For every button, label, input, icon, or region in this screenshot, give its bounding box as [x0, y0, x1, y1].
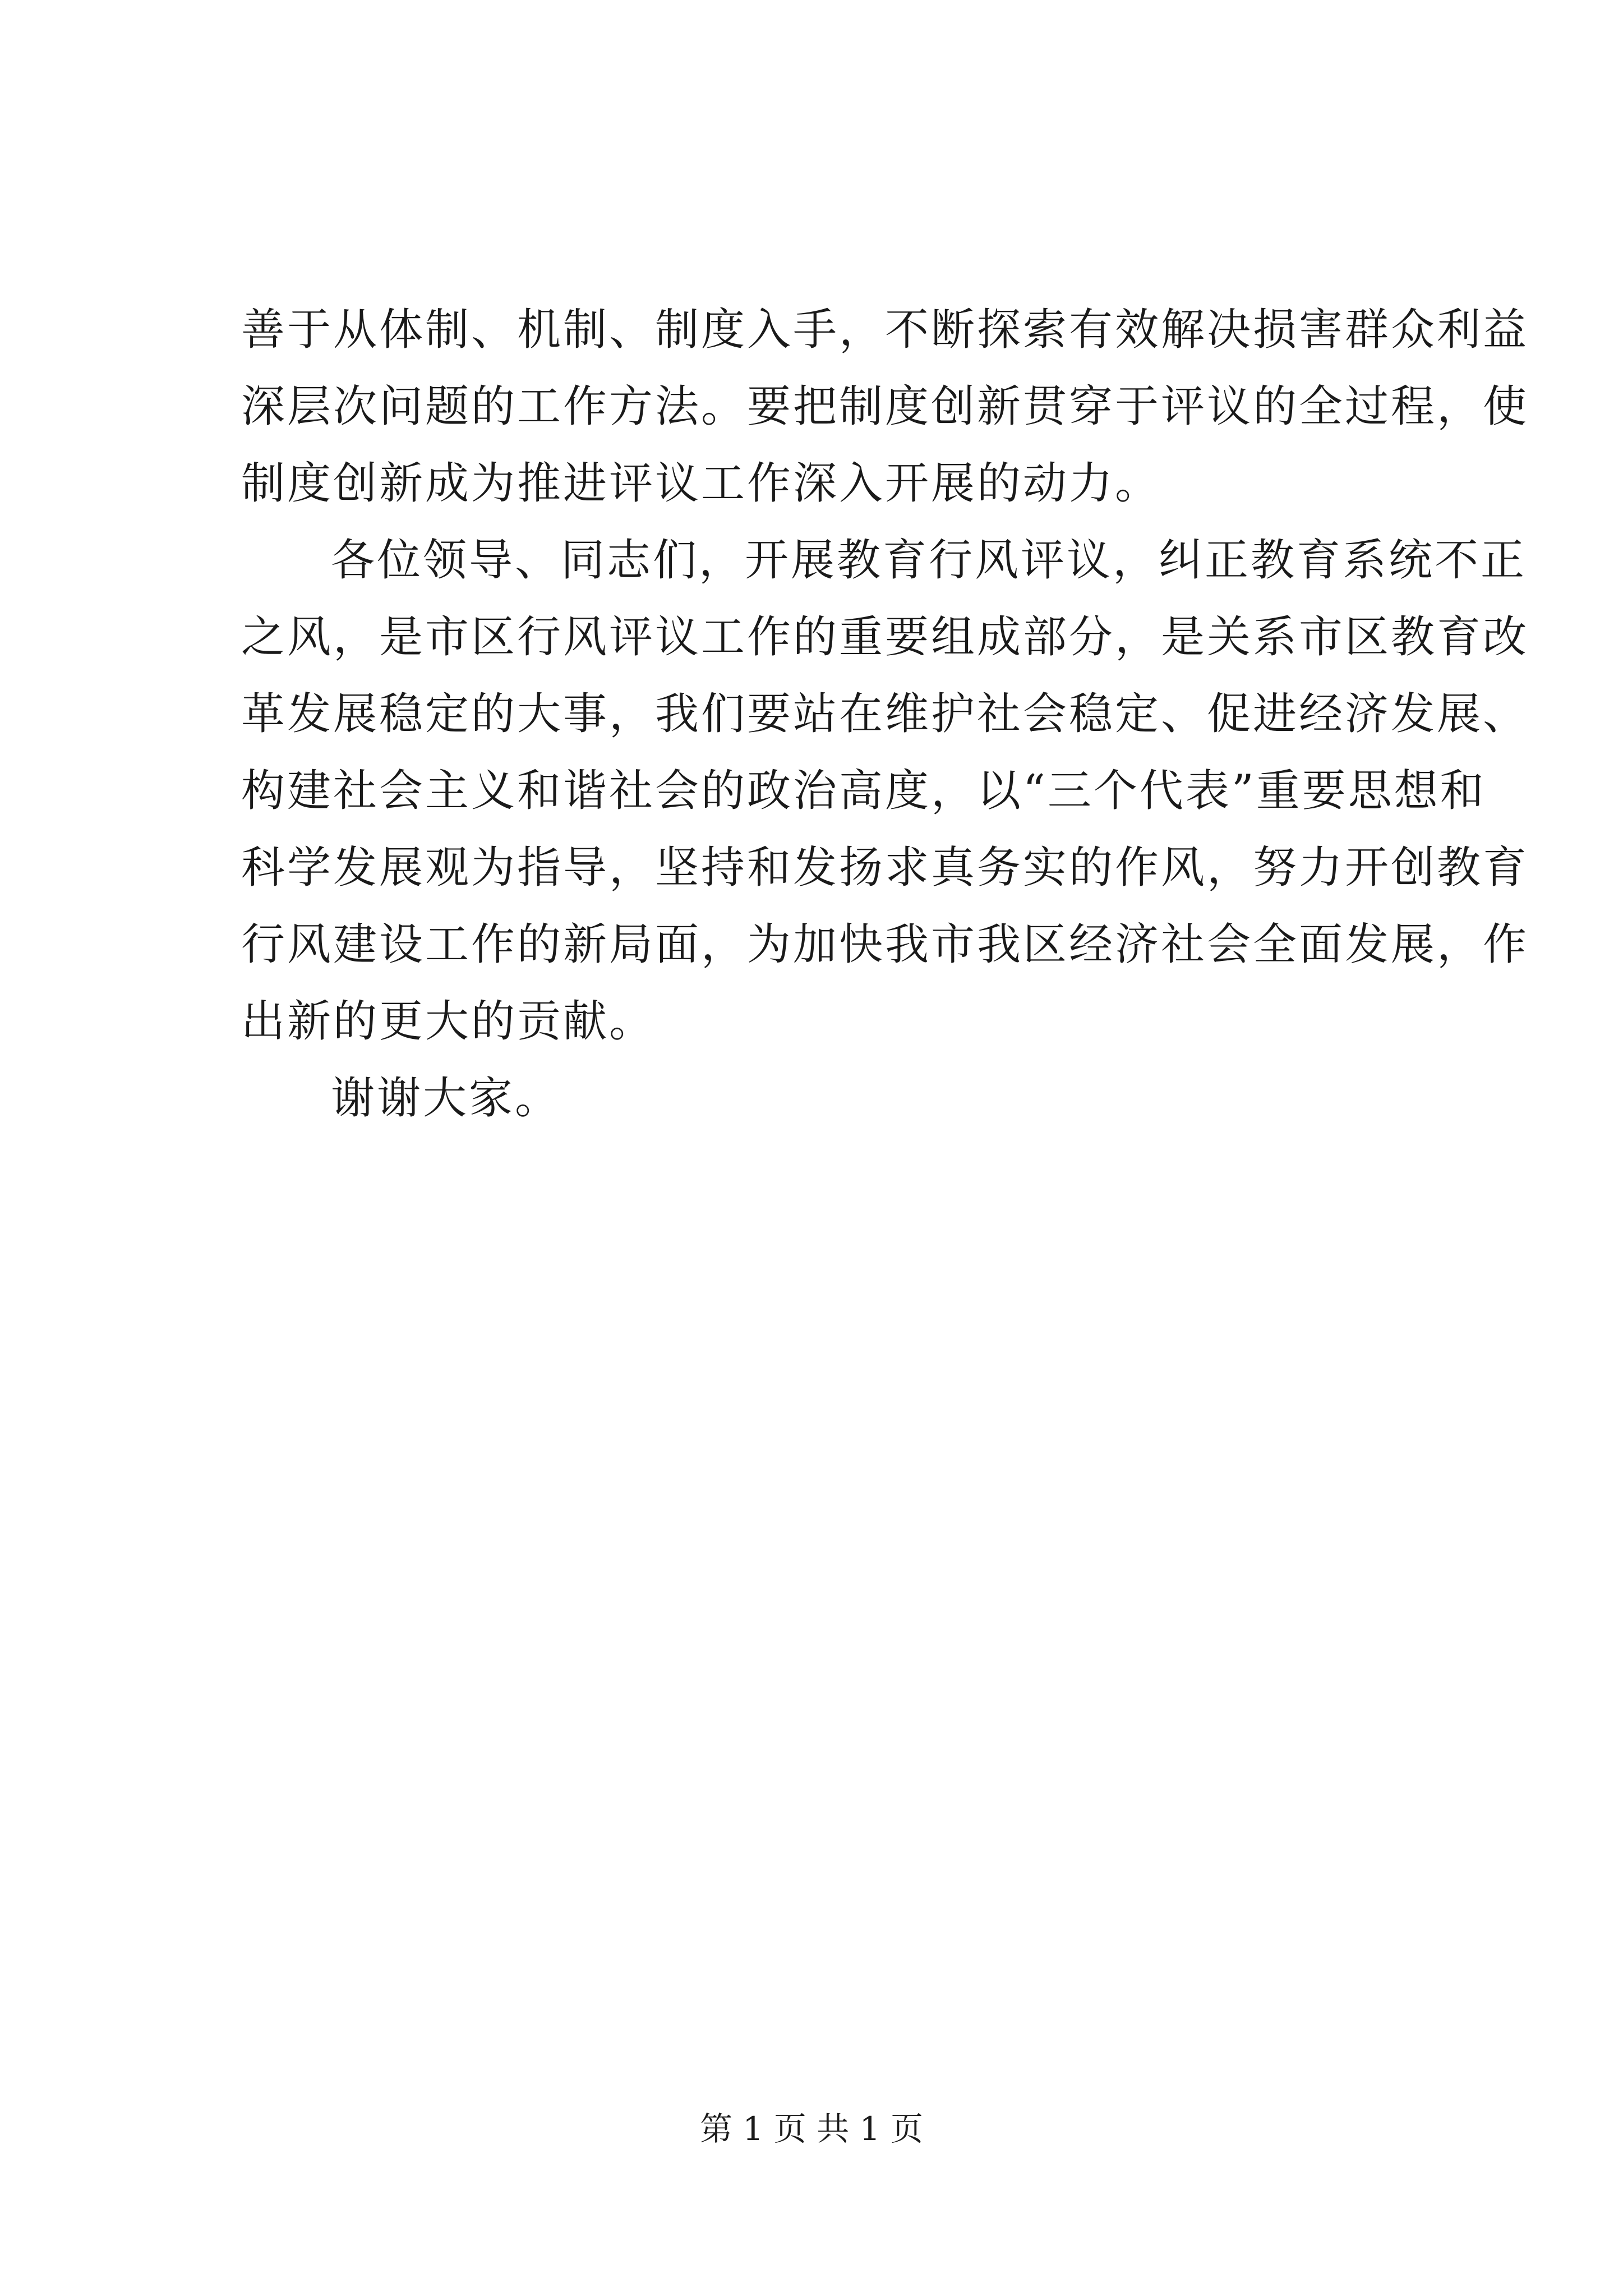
- text-line: 出新的更大的贡献。: [241, 996, 656, 1047]
- text-line: 革发展稳定的大事，我们要站在维护社会稳定、促进经济发展、: [241, 689, 1529, 739]
- text-line: 科学发展观为指导，坚持和发扬求真务实的作风，努力开创教育: [241, 843, 1529, 893]
- text-line: 各位领导、同志们，开展教育行风评议，纠正教育系统不正: [331, 535, 1527, 586]
- closing-line: 谢谢大家。: [331, 1073, 561, 1124]
- text-line: 构建社会主义和谐社会的政治高度，以“三个代表”重要思想和: [241, 766, 1486, 816]
- text-line: 深层次问题的工作方法。要把制度创新贯穿于评议的全过程，使: [241, 381, 1529, 432]
- text-line: 制度创新成为推进评议工作深入开展的动力。: [241, 458, 1161, 509]
- text-line: 善于从体制、机制、制度入手，不断探索有效解决损害群众利益: [241, 305, 1529, 355]
- text-line: 行风建设工作的新局面，为加快我市我区经济社会全面发展，作: [241, 919, 1529, 970]
- text-line: 之风，是市区行风评议工作的重要组成部分，是关系市区教育改: [241, 612, 1529, 662]
- page-number: 第 1 页 共 1 页: [700, 2110, 923, 2148]
